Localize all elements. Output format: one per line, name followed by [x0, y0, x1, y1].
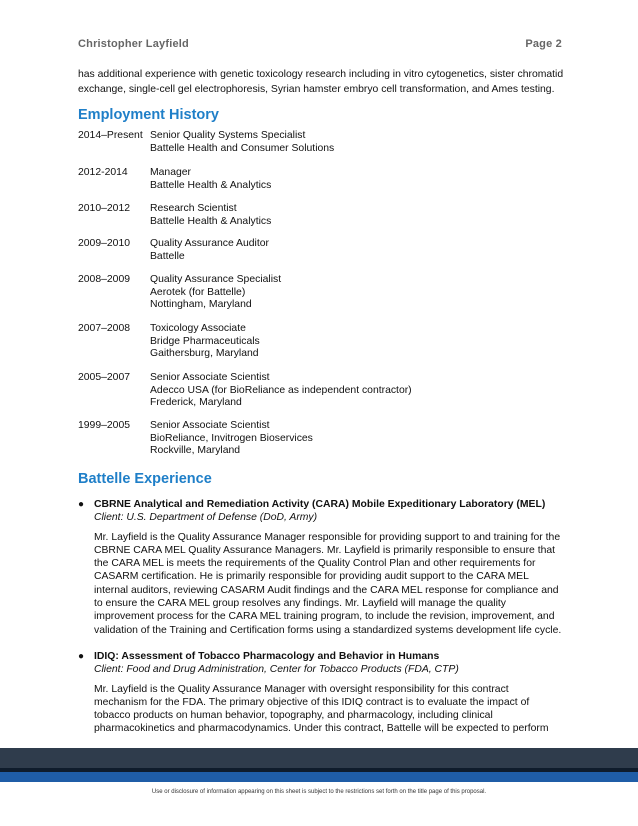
employment-line: Aerotek (for Battelle) [150, 286, 246, 298]
project-description: Mr. Layfield is the Quality Assurance Manager responsible for providing support to and training for the CBRNE CARA MEL Quality Assurance Managers. Mr. Layfield is primarily responsible to ensure that the CARA MEL is meets the requirements of the Quality Control Plan and other requirements for CASARM certification. He is primarily responsible for providing audit support to the CARA MEL internal auditors, reviewing CASARM Audit findings and the CARA MEL response for compliance and to ensure the CARA MEL group resolves any findings. Mr. Layfield will manage the quality improvement process for the CARA MEL training program, to include the revision, improvement, and validation of the Training and Certification forms using a standardized systems development life cycle. [94, 531, 562, 636]
employment-line: Battelle Health and Consumer Solutions [150, 142, 335, 154]
employment-entry [78, 203, 271, 228]
employment-dates: 2010–2012 [78, 203, 131, 214]
employment-dates: 2014–Present [78, 130, 143, 141]
employment-dates: 2007–2008 [78, 323, 131, 334]
employment-line: Adecco USA (for BioReliance as independent contractor) [150, 384, 412, 396]
employment-line: Research Scientist [150, 203, 237, 214]
employment-line: Manager [150, 167, 192, 178]
author-name: Christopher Layfield [78, 38, 189, 50]
employment-line: Battelle [150, 250, 185, 262]
employment-line: Rockville, Maryland [150, 445, 241, 457]
battelle-experience-heading: Battelle Experience [78, 471, 212, 487]
employment-entry [78, 372, 412, 410]
employment-line: Gaithersburg, Maryland [150, 348, 259, 360]
footer-disclaimer: Use or disclosure of information appearing on this sheet is subject to the restrictions set forth on the title page of this proposal. [151, 789, 487, 795]
experience-item [78, 650, 564, 736]
employment-dates: 1999–2005 [78, 420, 131, 431]
employment-line: Toxicology Associate [150, 323, 246, 334]
employment-line: Quality Assurance Auditor [150, 238, 269, 249]
employment-line: Battelle Health & Analytics [150, 215, 272, 227]
employment-entry [78, 420, 313, 458]
employment-line: Bridge Pharmaceuticals [150, 335, 260, 347]
employment-line: Senior Associate Scientist [150, 420, 270, 431]
footer-band [0, 748, 638, 782]
employment-history-heading: Employment History [78, 107, 219, 123]
employment-line: Senior Quality Systems Specialist [150, 130, 306, 141]
employment-entry [78, 130, 334, 155]
project-description: Mr. Layfield is the Quality Assurance Manager with oversight responsibility for this contract mechanism for the FDA. The primary objective of this IDIQ contract is to evaluate the impact of tobacco products on human behavior, topography, and pharmacology, including clinical pharmacokinetics and pharmacodynamics. Under this contract, Battelle will be expected to perform [94, 683, 549, 735]
bullet-icon: ● [78, 499, 85, 510]
employment-line: Senior Associate Scientist [150, 372, 270, 383]
employment-dates: 2008–2009 [78, 274, 131, 285]
employment-entry [78, 323, 260, 361]
employment-entry [78, 274, 281, 312]
employment-line: Battelle Health & Analytics [150, 179, 272, 191]
project-title: IDIQ: Assessment of Tobacco Pharmacology and Behavior in Humans [94, 651, 440, 662]
employment-line: Nottingham, Maryland [150, 299, 252, 311]
employment-dates: 2005–2007 [78, 372, 131, 383]
experience-item [78, 498, 564, 637]
intro-paragraph: has additional experience with genetic toxicology research including in vitro cytogenetics, sister chromatid exchange, single-cell gel electrophoresis, Syrian hamster embryo cell transformation, and Ames testing. [78, 69, 564, 95]
employment-entry [78, 238, 269, 263]
employment-dates: 2012-2014 [78, 167, 128, 178]
employment-line: Quality Assurance Specialist [150, 274, 282, 285]
employment-entry [78, 167, 271, 192]
project-client: Client: Food and Drug Administration, Center for Tobacco Products (FDA, CTP) [94, 664, 459, 676]
employment-dates: 2009–2010 [78, 238, 131, 249]
page-header [78, 38, 562, 50]
bullet-icon: ● [78, 651, 85, 662]
page-number: Page 2 [525, 38, 562, 50]
project-client: Client: U.S. Department of Defense (DoD, Army) [94, 512, 318, 524]
project-title: CBRNE Analytical and Remediation Activity (CARA) Mobile Expeditionary Laboratory (MEL) [94, 499, 546, 510]
employment-line: Frederick, Maryland [150, 397, 242, 409]
employment-line: BioReliance, Invitrogen Bioservices [150, 432, 313, 444]
